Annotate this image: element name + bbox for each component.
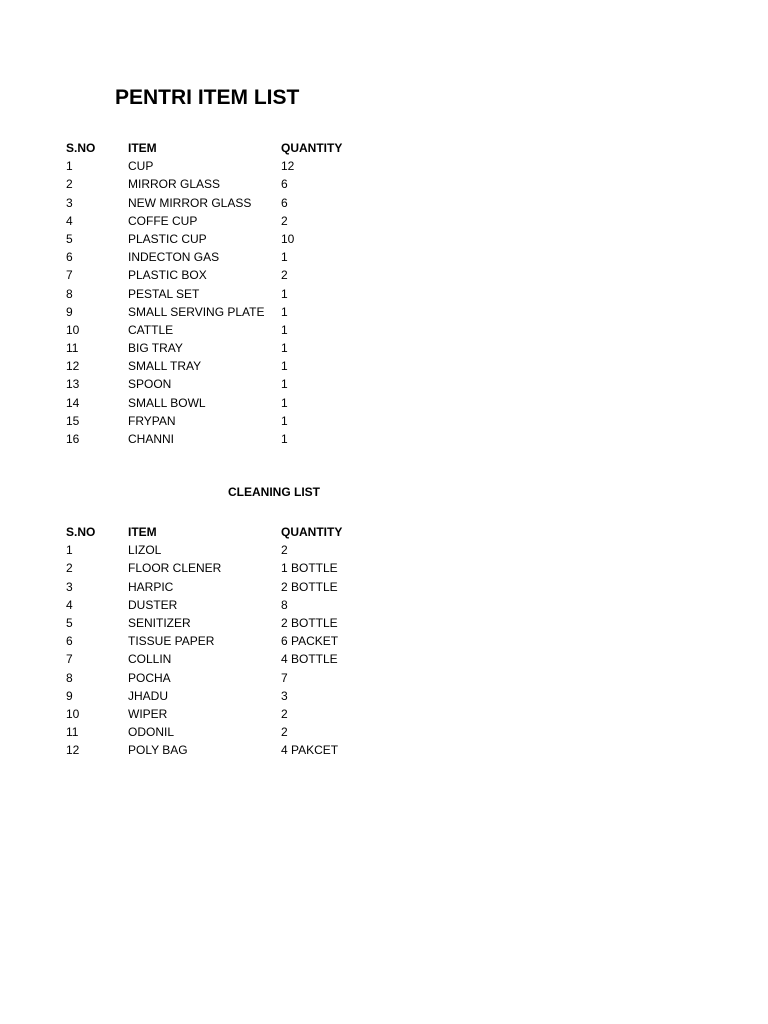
row-item: NEW MIRROR GLASS (128, 195, 252, 210)
row-sno: 2 (66, 561, 73, 576)
row-quantity: 4 BOTTLE (281, 652, 338, 667)
row-quantity: 6 (281, 177, 288, 192)
page-title: PENTRI ITEM LIST (115, 86, 300, 109)
row-item: PLASTIC BOX (128, 268, 207, 283)
row-sno: 13 (66, 377, 80, 392)
row-sno: 1 (66, 159, 73, 174)
row-item: ODONIL (128, 725, 175, 740)
row-item: JHADU (128, 688, 169, 703)
row-sno: 9 (66, 304, 73, 319)
row-item: COFFE CUP (128, 213, 198, 228)
row-item: COLLIN (128, 652, 172, 667)
row-sno: 7 (66, 652, 73, 667)
row-quantity: 1 (281, 432, 288, 446)
row-sno: 12 (66, 743, 80, 758)
row-item: HARPIC (128, 579, 174, 594)
row-sno: 15 (66, 413, 80, 428)
row-item: FRYPAN (128, 413, 176, 428)
row-sno: 16 (66, 432, 80, 446)
column-header-quantity: QUANTITY (281, 525, 343, 539)
row-sno: 5 (66, 231, 73, 246)
row-quantity: 1 (281, 413, 288, 428)
row-item: POCHA (128, 670, 171, 685)
row-item: SPOON (128, 377, 172, 392)
row-quantity: 1 (281, 359, 288, 374)
column-header-item: ITEM (128, 141, 157, 155)
row-quantity: 1 (281, 377, 288, 392)
row-item: BIG TRAY (128, 341, 183, 356)
row-quantity: 7 (281, 670, 288, 685)
row-sno: 4 (66, 213, 73, 228)
row-item: TISSUE PAPER (128, 634, 215, 649)
row-sno: 7 (66, 268, 73, 283)
row-quantity: 2 (281, 268, 288, 283)
row-item: MIRROR GLASS (128, 177, 221, 192)
column-header-item: ITEM (128, 525, 157, 539)
row-quantity: 1 BOTTLE (281, 561, 338, 576)
row-quantity: 1 (281, 286, 288, 301)
row-item: LIZOL (128, 543, 162, 558)
row-item: CUP (128, 159, 154, 174)
row-quantity: 10 (281, 231, 295, 246)
row-sno: 12 (66, 359, 80, 374)
row-sno: 3 (66, 579, 73, 594)
row-item: FLOOR CLENER (128, 561, 222, 576)
row-quantity: 2 (281, 543, 288, 558)
row-quantity: 1 (281, 341, 288, 356)
row-quantity: 1 (281, 250, 288, 265)
row-sno: 3 (66, 195, 73, 210)
row-item: CHANNI (128, 432, 175, 446)
row-sno: 8 (66, 670, 73, 685)
row-sno: 4 (66, 597, 73, 612)
column-header-sno: S.NO (66, 525, 96, 539)
row-sno: 5 (66, 615, 73, 630)
row-quantity: 3 (281, 688, 288, 703)
row-sno: 2 (66, 177, 73, 192)
row-sno: 11 (66, 725, 79, 740)
row-sno: 6 (66, 250, 73, 265)
row-item: WIPER (128, 706, 168, 721)
row-quantity: 1 (281, 304, 288, 319)
row-quantity: 2 (281, 725, 288, 740)
row-sno: 10 (66, 706, 80, 721)
column-header-quantity: QUANTITY (281, 141, 343, 155)
row-item: CATTLE (128, 322, 174, 337)
row-item: DUSTER (128, 597, 178, 612)
row-quantity: 8 (281, 597, 288, 612)
row-quantity: 2 BOTTLE (281, 579, 338, 594)
row-quantity: 2 (281, 706, 288, 721)
cleaning-list-title: CLEANING LIST (228, 485, 320, 499)
row-item: PESTAL SET (128, 286, 200, 301)
row-sno: 9 (66, 688, 73, 703)
row-quantity: 2 BOTTLE (281, 615, 338, 630)
row-sno: 1 (66, 543, 73, 558)
row-sno: 8 (66, 286, 73, 301)
row-item: SMALL SERVING PLATE (128, 304, 265, 319)
row-item: PLASTIC CUP (128, 231, 207, 246)
row-quantity: 2 (281, 213, 288, 228)
column-header-sno: S.NO (66, 141, 96, 155)
row-item: POLY BAG (128, 743, 188, 758)
row-item: INDECTON GAS (128, 250, 220, 265)
row-quantity: 6 PACKET (281, 634, 339, 649)
row-quantity: 1 (281, 322, 288, 337)
row-item: SENITIZER (128, 615, 191, 630)
row-sno: 6 (66, 634, 73, 649)
row-sno: 11 (66, 341, 79, 356)
row-quantity: 6 (281, 195, 288, 210)
row-sno: 14 (66, 395, 80, 410)
row-quantity: 4 PAKCET (281, 743, 339, 758)
row-quantity: 12 (281, 159, 295, 174)
row-quantity: 1 (281, 395, 288, 410)
row-item: SMALL BOWL (128, 395, 206, 410)
row-sno: 10 (66, 322, 80, 337)
row-item: SMALL TRAY (128, 359, 202, 374)
